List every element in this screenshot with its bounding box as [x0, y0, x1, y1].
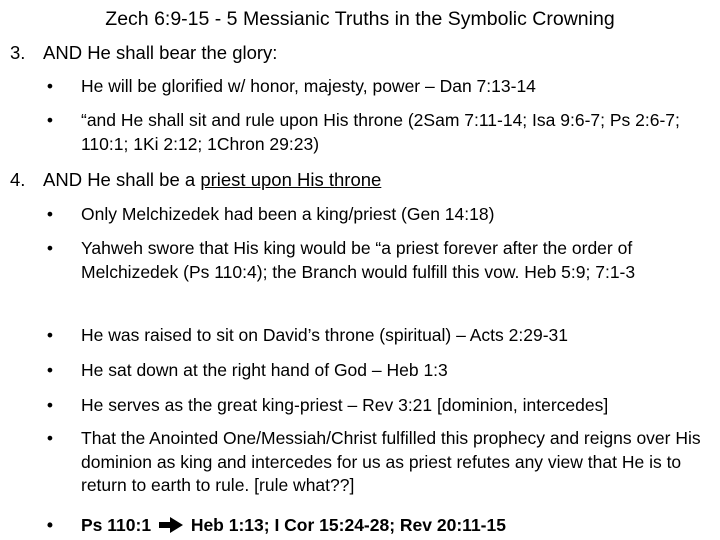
bullet-icon: •: [46, 76, 54, 96]
section-heading-text: AND He shall be a: [43, 169, 201, 190]
bullet-icon: •: [46, 238, 54, 258]
bullet-icon: •: [46, 428, 54, 448]
list-item-text: He serves as the great king-priest – Rev 3:21 [dominion, intercedes]: [81, 395, 609, 415]
section-3-heading: [10, 42, 277, 64]
list-item: [44, 359, 716, 383]
section-number: 4.: [10, 169, 26, 190]
section-4-heading: [10, 169, 381, 191]
list-item-text: He will be glorified w/ honor, majesty, power – Dan 7:13-14: [81, 76, 536, 96]
section-heading-underlined: priest upon His throne: [200, 169, 382, 190]
list-item-text: He sat down at the right hand of God – Heb 1:3: [81, 360, 448, 380]
scripture-ref-left: Ps 110:1: [81, 515, 152, 535]
list-item-final: [44, 514, 716, 540]
list-item: [44, 324, 716, 348]
list-item-text: He was raised to sit on David’s throne (spiritual) – Acts 2:29-31: [81, 325, 568, 345]
page-title: Zech 6:9-15 - 5 Messianic Truths in the Symbolic Crowning: [105, 8, 615, 30]
bullet-icon: •: [46, 110, 54, 130]
bullet-icon: •: [46, 325, 54, 345]
list-item: [44, 394, 716, 418]
list-item-text: That the Anointed One/Messiah/Christ fulfilled this prophecy and reigns over His dominion as king and intercedes for us as priest refutes any view that He is to return to earth to rule. [rule what??]: [81, 428, 701, 495]
list-item: [44, 75, 716, 99]
bullet-icon: •: [46, 360, 54, 380]
right-arrow-icon: [159, 516, 183, 540]
section-heading-text: AND He shall bear the glory:: [43, 42, 278, 63]
list-item-text: Only Melchizedek had been a king/priest (Gen 14:18): [81, 204, 495, 224]
list-item-text: “and He shall sit and rule upon His throne (2Sam 7:11-14; Isa 9:6-7; Ps 2:6-7; 110:1; 1Ki 2:12; 1Chron 29:23): [81, 110, 680, 154]
list-item: [44, 237, 716, 284]
scripture-ref-right: Heb 1:13; I Cor 15:24-28; Rev 20:11-15: [190, 515, 506, 535]
section-number: 3.: [10, 42, 26, 63]
list-item-text: Yahweh swore that His king would be “a priest forever after the order of Melchizedek (Ps 110:4); the Branch would fulfill this vow. Heb 5:9; 7:1-3: [81, 238, 636, 282]
bullet-icon: •: [46, 204, 54, 224]
list-item: [44, 203, 716, 227]
bullet-icon: •: [46, 515, 54, 535]
bullet-icon: •: [46, 395, 54, 415]
list-item: [44, 109, 716, 156]
list-item: [44, 427, 716, 498]
